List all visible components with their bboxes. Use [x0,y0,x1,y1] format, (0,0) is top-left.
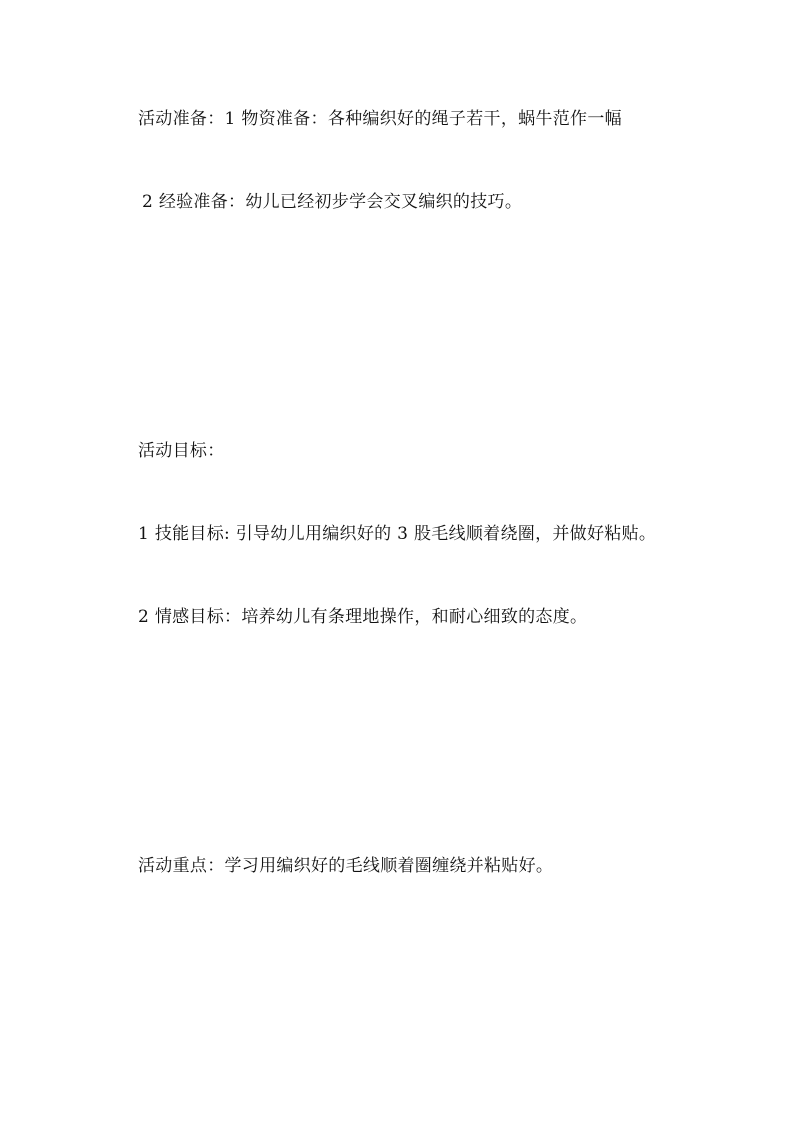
preparation-item-2: 2 经验准备：幼儿已经初步学会交叉编织的技巧。 [142,192,523,212]
preparation-heading-line: 活动准备：1 物资准备：各种编织好的绳子若干，蜗牛范作一幅 [138,109,622,129]
goals-item-2: 2 情感目标：培养幼儿有条理地操作，和耐心细致的态度。 [138,607,588,627]
focus-line: 活动重点：学习用编织好的毛线顺着圈缠绕并粘贴好。 [138,856,554,876]
goals-item-1: 1 技能目标: 引导幼儿用编织好的 3 股毛线顺着绕圈，并做好粘贴。 [138,524,657,544]
goals-heading: 活动目标： [138,441,225,461]
